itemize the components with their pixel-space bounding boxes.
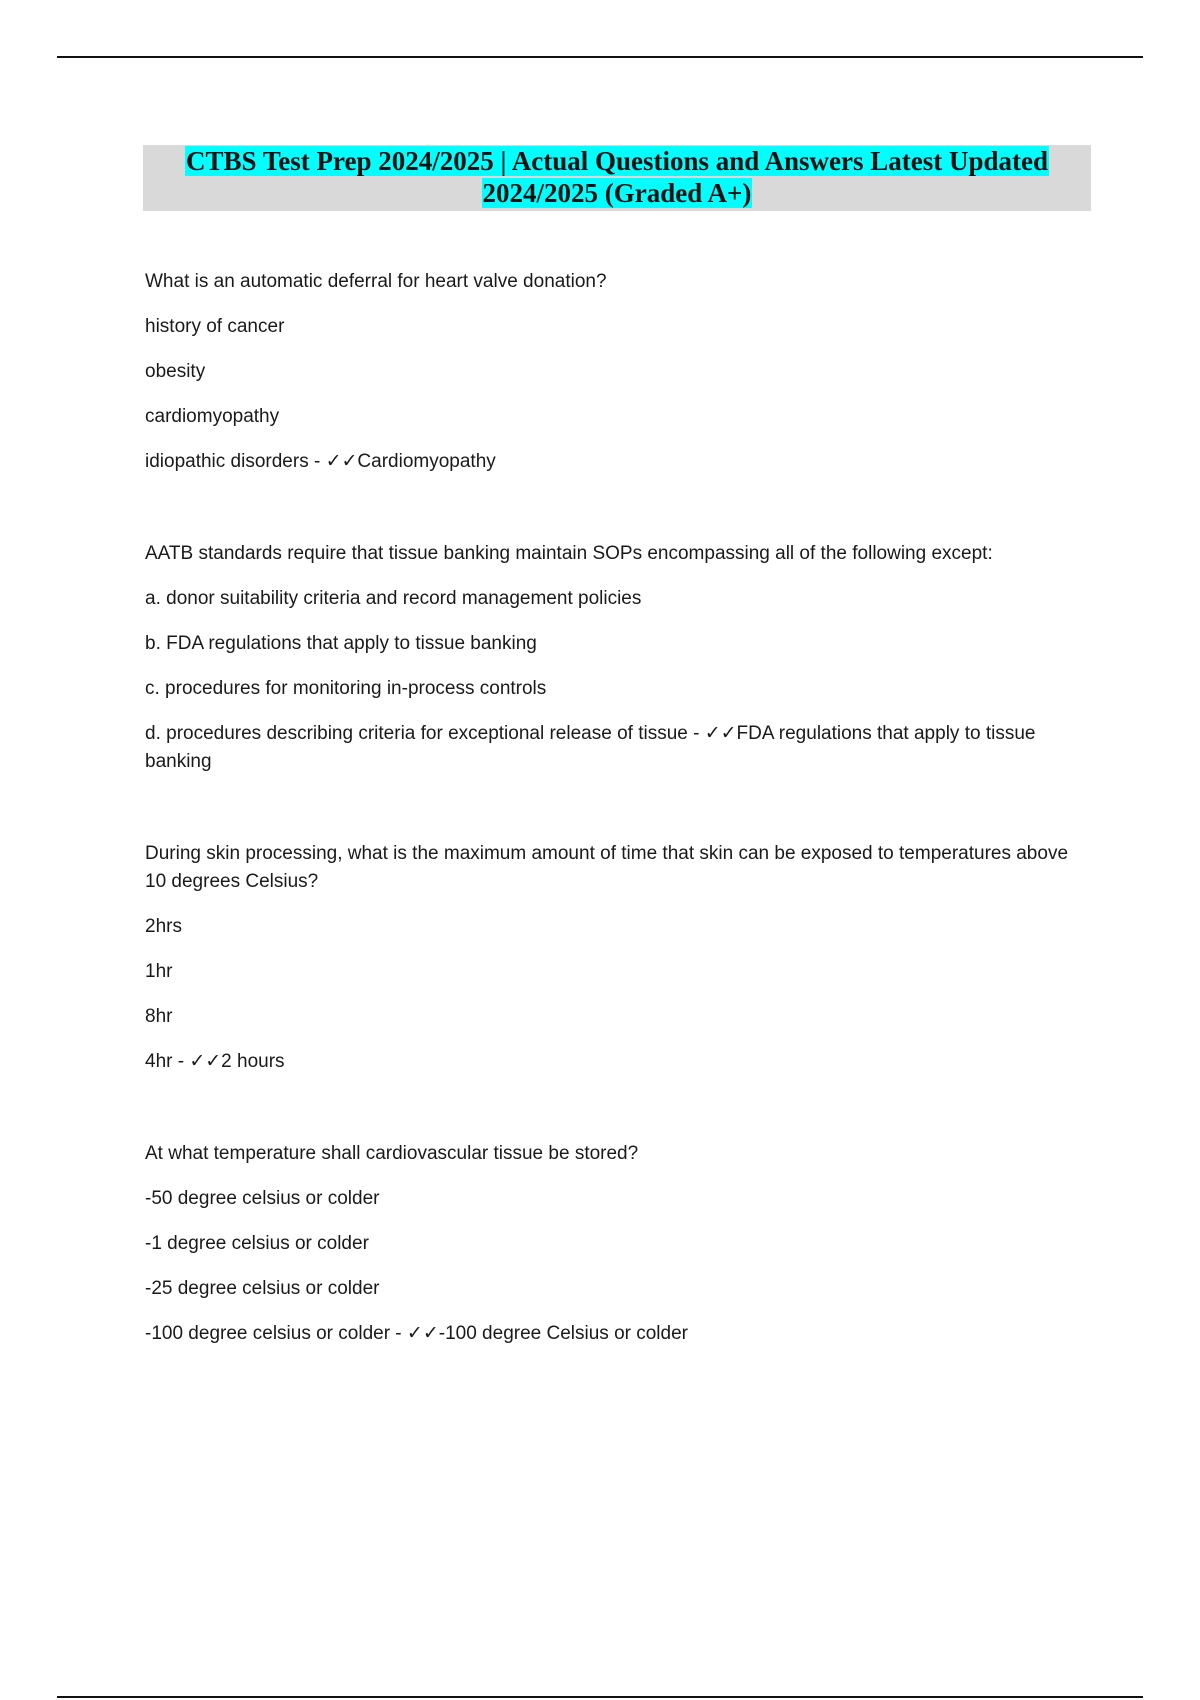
question-text: What is an automatic deferral for heart valve donation?	[145, 271, 607, 292]
question-text: During skin processing, what is the maximum amount of time that skin can be exposed to temperatures above 10 degrees Celsius?	[145, 843, 1069, 892]
answer-option: 8hr	[145, 1006, 173, 1027]
top-rule	[57, 56, 1143, 58]
answer-option: 2hrs	[145, 916, 182, 937]
answer-option: -1 degree celsius or colder	[145, 1233, 369, 1254]
answer-option: c. procedures for monitoring in-process controls	[145, 678, 547, 699]
answer-option: 1hr	[145, 961, 173, 982]
answer-option: history of cancer	[145, 316, 285, 337]
question-text: At what temperature shall cardiovascular tissue be stored?	[145, 1143, 639, 1164]
title-line-1: CTBS Test Prep 2024/2025 | Actual Questions and Answers Latest Updated	[185, 146, 1049, 176]
answer-option: a. donor suitability criteria and record management policies	[145, 588, 642, 609]
answer-option-with-key: idiopathic disorders - ✓✓Cardiomyopathy	[145, 451, 496, 472]
answer-option-with-key: -100 degree celsius or colder - ✓✓-100 degree Celsius or colder	[145, 1323, 688, 1344]
title-line-2: 2024/2025 (Graded A+)	[482, 178, 752, 208]
answer-option: b. FDA regulations that apply to tissue banking	[145, 633, 537, 654]
answer-option: obesity	[145, 361, 206, 382]
bottom-rule	[57, 1696, 1143, 1698]
document-title	[143, 145, 1091, 211]
question-block-3	[145, 840, 1090, 1076]
question-block-1	[145, 268, 1090, 476]
answer-option-with-key: d. procedures describing criteria for exceptional release of tissue - ✓✓FDA regulations that apply to tissue banking	[145, 723, 1036, 772]
question-list	[145, 268, 1090, 1412]
answer-option: -25 degree celsius or colder	[145, 1278, 380, 1299]
question-text: AATB standards require that tissue banking maintain SOPs encompassing all of the following except:	[145, 543, 993, 564]
answer-option: -50 degree celsius or colder	[145, 1188, 380, 1209]
answer-option-with-key: 4hr - ✓✓2 hours	[145, 1051, 285, 1072]
question-block-2	[145, 540, 1090, 776]
question-block-4	[145, 1140, 1090, 1348]
answer-option: cardiomyopathy	[145, 406, 280, 427]
